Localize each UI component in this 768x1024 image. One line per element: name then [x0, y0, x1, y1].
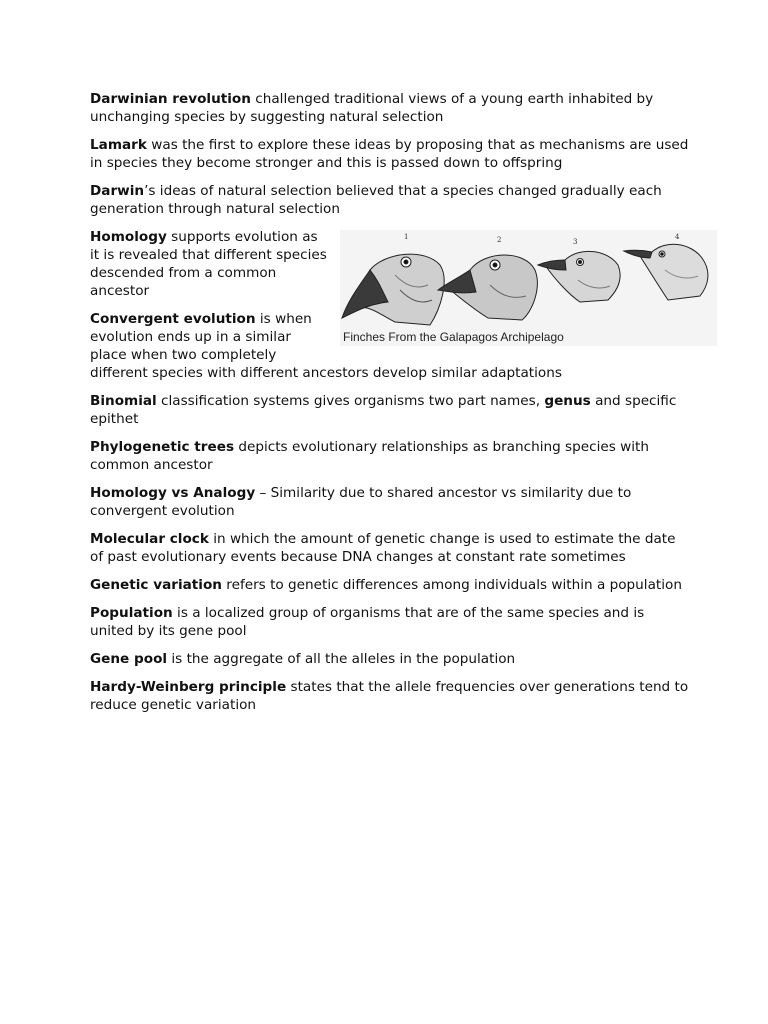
paragraph-gene-pool: [90, 650, 690, 668]
definition: challenged traditional views of a young earth inhabited by unchanging species by suggesting natural selection: [90, 91, 654, 125]
paragraph-population: [90, 604, 690, 640]
term: Homology: [90, 229, 167, 245]
term: Convergent evolution: [90, 311, 256, 327]
paragraph-lamark: [90, 136, 690, 172]
finch-heads-illustration: [340, 230, 717, 346]
term: Lamark: [90, 137, 147, 153]
term: Darwin: [90, 183, 145, 199]
term-genus: genus: [544, 393, 591, 409]
definition: classification systems gives organisms two part names,: [156, 393, 545, 409]
finches-figure: [340, 230, 717, 346]
term: Homology vs Analogy: [90, 485, 256, 501]
paragraph-phylogenetic-trees: [90, 438, 690, 474]
definition: ’s ideas of natural selection believed that a species changed gradually each generation through natural selection: [90, 183, 662, 217]
definition-tail: different species with different ancestors develop similar adaptations: [90, 365, 562, 381]
term: Genetic variation: [90, 577, 222, 593]
paragraph-homology-vs-analogy: [90, 484, 690, 520]
definition: states that the allele frequencies over generations tend to reduce genetic variation: [90, 679, 689, 713]
definition: is a localized group of organisms that are of the same species and is united by its gene pool: [90, 605, 645, 639]
figure-caption: Finches From the Galapagos Archipelago: [343, 330, 564, 344]
finch-head-4: [624, 244, 708, 300]
figure-label: 2: [497, 236, 502, 244]
finch-head-2: [438, 255, 537, 320]
figure-label: 1: [404, 233, 409, 241]
term: Population: [90, 605, 173, 621]
paragraph-molecular-clock: [90, 530, 690, 566]
paragraph-darwin: [90, 182, 690, 218]
definition: is when evolution ends up in a similar place when two completely: [90, 311, 312, 363]
paragraph-binomial: [90, 392, 690, 428]
term: Phylogenetic trees: [90, 439, 235, 455]
definition: supports evolution as it is revealed that different species descended from a common ancestor: [90, 229, 327, 299]
term: Molecular clock: [90, 531, 209, 547]
term: Hardy-Weinberg principle: [90, 679, 287, 695]
term: Darwinian revolution: [90, 91, 251, 107]
figure-label: 3: [573, 238, 578, 246]
definition: depicts evolutionary relationships as branching species with common ancestor: [90, 439, 649, 473]
definition: refers to genetic differences among individuals within a population: [221, 577, 682, 593]
notes-body: [90, 90, 690, 724]
definition: in which the amount of genetic change is used to estimate the date of past evolutionary events because DNA changes at constant rate sometimes: [90, 531, 676, 565]
definition: – Similarity due to shared ancestor vs similarity due to convergent evolution: [90, 485, 632, 519]
paragraph-genetic-variation: [90, 576, 690, 594]
finch-head-1: [342, 254, 444, 325]
paragraph-homology: [90, 228, 328, 300]
term: Gene pool: [90, 651, 168, 667]
finch-head-3: [538, 251, 620, 302]
term: Binomial: [90, 393, 157, 409]
paragraph-darwinian-revolution: [90, 90, 690, 126]
definition: is the aggregate of all the alleles in the population: [167, 651, 516, 667]
paragraph-hardy-weinberg: [90, 678, 690, 714]
definition: was the first to explore these ideas by proposing that as mechanisms are used in species they become stronger and this is passed down to offspring: [90, 137, 689, 171]
wrapped-part: [90, 310, 328, 364]
definition-continued: and specific epithet: [90, 393, 677, 427]
figure-label: 4: [675, 233, 680, 241]
